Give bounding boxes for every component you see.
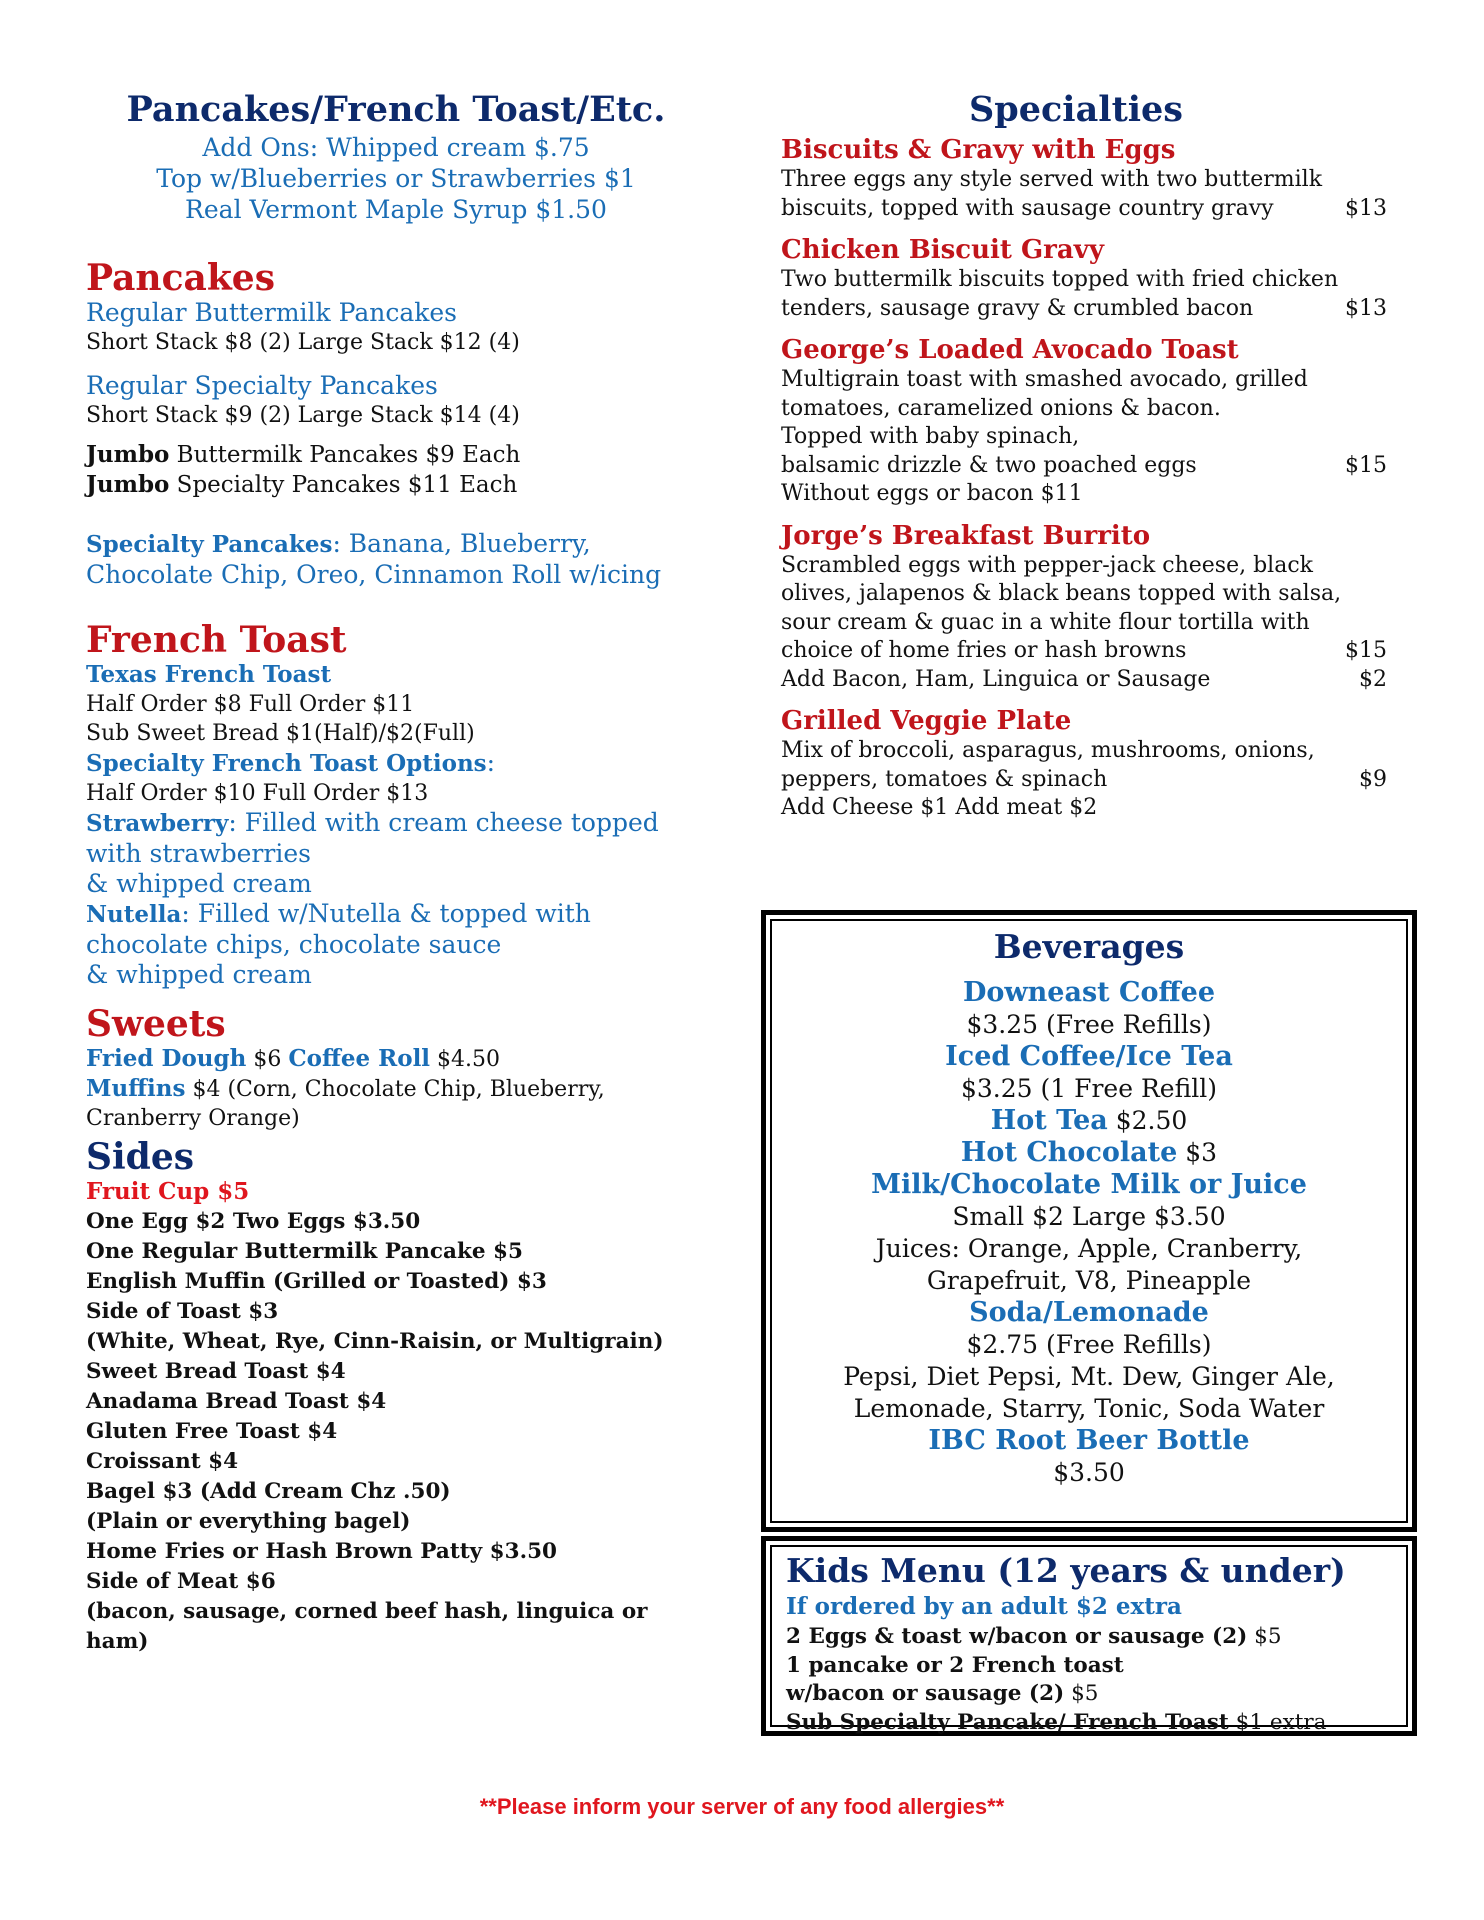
specialty-price (1387, 552, 1391, 581)
fried-dough-label: Fried Dough (86, 1045, 247, 1072)
right-column (781, 90, 1391, 823)
soda-lemonade: Soda/Lemonade (969, 1297, 1209, 1328)
specialty-desc: olives, jalapenos & black beans topped with salsa, (781, 581, 1342, 606)
hot-tea-line (766, 1105, 1412, 1137)
sub-sweet-bread: Sub Sweet Bread $1(Half)/$2(Full) (86, 721, 475, 746)
kids-item-2: 1 pancake or 2 French toast (786, 1652, 1124, 1678)
specialty-desc: biscuits, topped with sausage country gravy (781, 195, 1274, 221)
strawberry-text: : Filled with cream cheese topped (228, 808, 659, 837)
soda-price: $2.75 (Free Refills) (966, 1330, 1212, 1359)
beverages-content (766, 927, 1412, 1489)
hot-chocolate-price: $3 (1177, 1138, 1218, 1167)
juices-list-line2: Grapefruit, V8, Pineapple (926, 1266, 1252, 1295)
specialty-desc: Add Bacon, Ham, Linguica or Sausage (781, 666, 1211, 692)
muffins-text: $4 (Corn, Chocolate Chip, Blueberry, (185, 1077, 605, 1102)
kids-item-1-price: $5 (1247, 1624, 1282, 1649)
milk-juice: Milk/Chocolate Milk or Juice (871, 1169, 1307, 1200)
specialty-price (1387, 366, 1391, 395)
specialty-desc: tenders, sausage gravy & crumbled bacon (781, 295, 1254, 321)
fried-dough-price: $6 (246, 1047, 289, 1072)
side-item: One Regular Buttermilk Pancake $5 (86, 1239, 523, 1264)
side-item: Home Fries or Hash Brown Patty $3.50 (86, 1539, 557, 1564)
specialty-price (1387, 395, 1391, 424)
nutella-line2: chocolate chips, chocolate sauce (86, 930, 502, 959)
specialty-line (781, 452, 1391, 481)
specialty-name: Biscuits & Gravy with Eggs (781, 135, 1176, 165)
side-item: Croissant $4 (86, 1449, 239, 1474)
specialty-desc: tomatoes, caramelized onions & bacon. (781, 395, 1221, 421)
specialty-flavors-text: : Banana, Blueberry, (332, 529, 591, 558)
hot-chocolate-label: Hot Chocolate (960, 1137, 1178, 1168)
specialty-line (781, 737, 1391, 766)
specialty-desc: Scrambled eggs with pepper-jack cheese, black (781, 552, 1313, 578)
specialties-list (781, 134, 1391, 823)
side-item: (bacon, sausage, corned beef hash, linguica or ham) (86, 1599, 648, 1654)
texas-prices: Half Order $8 Full Order $11 (86, 692, 415, 717)
specialty-price: $15 (1345, 638, 1387, 663)
specialty-flavors-label: Specialty Pancakes (86, 531, 333, 558)
nutella-line3: & whipped cream (86, 960, 312, 989)
specialty-line (781, 395, 1391, 424)
regular-pancakes-prices: Short Stack $8 (2) Large Stack $12 (4) (86, 330, 520, 355)
specialty-line (781, 195, 1391, 224)
sweets-heading: Sweets (86, 1003, 226, 1045)
specialty-price: $15 (1345, 452, 1387, 478)
nutella-label: Nutella (86, 901, 182, 928)
colon: : (486, 748, 496, 777)
side-item: Bagel $3 (Add Cream Chz .50) (86, 1479, 451, 1504)
specialty-price (1387, 266, 1391, 295)
specialty-desc: balsamic drizzle & two poached eggs (781, 452, 1197, 478)
fruit-cup: Fruit Cup $5 (86, 1178, 250, 1205)
milk-juice-price: Small $2 Large $3.50 (952, 1202, 1226, 1231)
specialty-line (781, 423, 1391, 452)
hot-tea-label: Hot Tea (990, 1105, 1108, 1136)
specialty-price (1387, 794, 1391, 823)
regular-pancakes-label: Regular Buttermilk Pancakes (86, 298, 458, 327)
coffee-roll-label: Coffee Roll (288, 1045, 431, 1072)
specialty-line (781, 609, 1391, 638)
coffee-roll-price: $4.50 (430, 1047, 501, 1072)
root-beer: IBC Root Beer Bottle (928, 1425, 1250, 1456)
strawberry-line (86, 808, 706, 839)
downeast-coffee: Downeast Coffee (962, 977, 1216, 1008)
specialty-ft-prices: Half Order $10 Full Order $13 (86, 781, 429, 806)
specialty-price: $13 (1345, 295, 1387, 321)
nutella-line (86, 899, 706, 930)
specialty-item (781, 134, 1391, 223)
addon-line: Add Ons: Whipped cream $.75 (202, 133, 590, 162)
specialties-title: Specialties (968, 89, 1184, 130)
specialty-pancakes-prices: Short Stack $9 (2) Large Stack $14 (4) (86, 403, 520, 428)
specialty-price: $9 (1359, 766, 1387, 792)
specialty-item (781, 520, 1391, 695)
specialty-price (1387, 609, 1391, 638)
specialty-price (1387, 423, 1391, 452)
side-item: Anadama Bread Toast $4 (86, 1389, 387, 1414)
french-toast-heading: French Toast (86, 619, 347, 661)
side-item: Side of Toast $3 (86, 1299, 279, 1324)
specialty-flavors-line2: Chocolate Chip, Oreo, Cinnamon Roll w/icing (86, 560, 662, 589)
hot-tea-price: $2.50 (1107, 1106, 1188, 1135)
fried-dough-line (86, 1044, 706, 1074)
pancakes-heading: Pancakes (86, 257, 275, 299)
specialty-flavors (86, 529, 706, 560)
beverages-box (761, 910, 1417, 1532)
iced-coffee-price: $3.25 (1 Free Refill) (961, 1074, 1217, 1103)
specialty-name: George’s Loaded Avocado Toast (781, 335, 1239, 365)
left-column (86, 90, 706, 1657)
allergy-notice: **Please inform your server of any food allergies** (479, 1794, 1005, 1819)
specialty-ft-options (86, 748, 706, 779)
beverages-title: Beverages (993, 927, 1185, 966)
jumbo-label: Jumbo (86, 441, 170, 468)
kids-item-3 (786, 1709, 1398, 1738)
jumbo-specialty (86, 470, 706, 500)
specialty-line (781, 637, 1391, 666)
side-item: Gluten Free Toast $4 (86, 1419, 338, 1444)
specialty-price (1387, 580, 1391, 609)
addon-line: Real Vermont Maple Syrup $1.50 (185, 195, 607, 224)
specialty-desc: Multigrain toast with smashed avocado, grilled (781, 367, 1308, 392)
texas-french-toast: Texas French Toast (86, 661, 332, 688)
specialty-line (781, 580, 1391, 609)
iced-coffee-tea: Iced Coffee/Ice Tea (945, 1041, 1233, 1072)
root-beer-price: $3.50 (1053, 1458, 1125, 1487)
specialty-item (781, 234, 1391, 323)
kids-content (786, 1551, 1398, 1737)
side-item: (Plain or everything bagel) (86, 1509, 411, 1534)
soda-list-line2: Lemonade, Starry, Tonic, Soda Water (853, 1394, 1325, 1423)
muffins-line (86, 1074, 706, 1104)
side-item: (White, Wheat, Rye, Cinn-Raisin, or Multigrain) (86, 1329, 664, 1354)
addon-line: Top w/Blueberries or Strawberries $1 (156, 164, 636, 193)
kids-item-2-text: w/bacon or sausage (2) (786, 1681, 1065, 1706)
specialty-ft-options-label: Specialty French Toast Options (86, 750, 487, 777)
specialty-desc: Without eggs or bacon $11 (781, 481, 1083, 506)
specialty-line (781, 295, 1391, 324)
pancakes-french-toast-title: Pancakes/French Toast/Etc. (126, 89, 666, 130)
kids-note: If ordered by an adult $2 extra (786, 1593, 1182, 1620)
specialty-line (781, 366, 1391, 395)
jumbo-label: Jumbo (86, 471, 170, 498)
kids-item-1-text: 2 Eggs & toast w/bacon or sausage (2) (786, 1624, 1248, 1649)
side-item: Sweet Bread Toast $4 (86, 1359, 346, 1384)
specialty-line (781, 794, 1391, 823)
specialty-desc: Three eggs any style served with two buttermilk (781, 167, 1323, 192)
side-item: Side of Meat $6 (86, 1569, 276, 1594)
specialty-line (781, 766, 1391, 795)
specialty-price: $2 (1359, 666, 1387, 692)
specialty-line (781, 480, 1391, 509)
specialty-name: Jorge’s Breakfast Burrito (781, 520, 1151, 551)
strawberry-label: Strawberry (86, 810, 229, 837)
specialty-item (781, 705, 1391, 823)
side-item: One Egg $2 Two Eggs $3.50 (86, 1209, 421, 1234)
specialty-desc: Two buttermilk biscuits topped with fried chicken (781, 267, 1339, 292)
jumbo-buttermilk (86, 440, 706, 470)
kids-item-3-price: $1 extra (1228, 1709, 1327, 1735)
kids-item-3-text: Sub Specialty Pancake/ French Toast (786, 1709, 1229, 1735)
specialty-desc: Topped with baby spinach, (781, 424, 1080, 449)
kids-item-2-line2 (786, 1680, 1398, 1709)
specialty-price (1387, 737, 1391, 766)
kids-menu-box (761, 1536, 1417, 1736)
specialty-line (781, 666, 1391, 695)
strawberry-line2: with strawberries (86, 839, 311, 868)
specialty-price: $13 (1345, 195, 1387, 221)
kids-menu-title: Kids Menu (12 years & under) (786, 1551, 1346, 1590)
sides-heading: Sides (86, 1136, 195, 1178)
hot-chocolate-line (766, 1137, 1412, 1169)
specialty-desc: Mix of broccoli, asparagus, mushrooms, onions, (781, 738, 1315, 763)
specialty-desc: sour cream & guac in a white flour tortilla with (781, 609, 1310, 635)
muffins-label: Muffins (86, 1075, 186, 1102)
sides-list (86, 1207, 706, 1657)
soda-list: Pepsi, Diet Pepsi, Mt. Dew, Ginger Ale, (843, 1362, 1335, 1391)
specialty-desc: choice of home fries or hash browns (781, 638, 1187, 663)
nutella-text: : Filled w/Nutella & topped with (181, 899, 591, 928)
specialty-pancakes-label: Regular Specialty Pancakes (86, 371, 438, 400)
specialty-price (1387, 166, 1391, 195)
specialty-line (781, 552, 1391, 581)
muffins-line2: Cranberry Orange) (86, 1106, 300, 1131)
specialty-line (781, 266, 1391, 295)
downeast-coffee-price: $3.25 (Free Refills) (966, 1010, 1212, 1039)
specialty-desc: Add Cheese $1 Add meat $2 (781, 795, 1098, 820)
strawberry-line3: & whipped cream (86, 869, 312, 898)
specialty-name: Chicken Biscuit Gravy (781, 235, 1104, 265)
specialty-price (1387, 480, 1391, 509)
side-item: English Muffin (Grilled or Toasted) $3 (86, 1269, 547, 1294)
specialty-item (781, 334, 1391, 509)
specialty-name: Grilled Veggie Plate (781, 706, 1072, 736)
jumbo-specialty-text: Specialty Pancakes $11 Each (169, 472, 518, 498)
juices-list: Juices: Orange, Apple, Cranberry, (875, 1234, 1303, 1263)
kids-item-2-price: $5 (1064, 1681, 1099, 1706)
jumbo-buttermilk-text: Buttermilk Pancakes $9 Each (169, 442, 521, 468)
specialty-desc: peppers, tomatoes & spinach (781, 766, 1108, 792)
addons (86, 132, 706, 225)
specialty-line (781, 166, 1391, 195)
kids-item-1 (786, 1623, 1398, 1652)
